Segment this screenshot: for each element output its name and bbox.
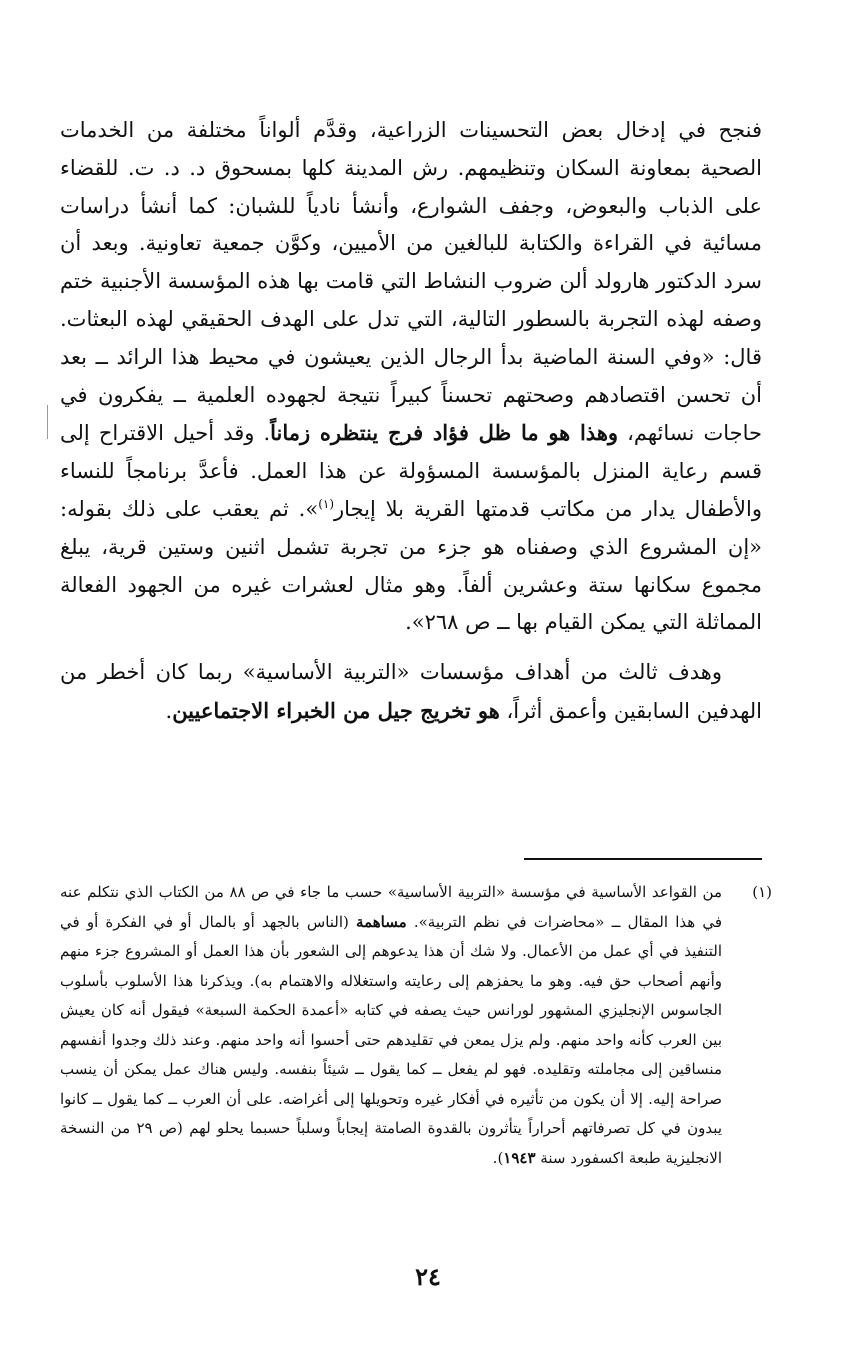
- page-number: ٢٤: [415, 1262, 441, 1291]
- margin-mark: [47, 405, 48, 439]
- emphasis-fouad-faraj: وهذا هو ما ظل فؤاد فرج ينتظره زماناً: [270, 420, 619, 446]
- paragraph-1-text: فنجح في إدخال بعض التحسينات الزراعية، وقدَّم ألواناً مختلفة من الخدمات الصحية بمعاونة السكان وتنظيمهم. رش المدينة كلها بمسحوق د. د. ت. للقضاء على الذباب والبعوض، وجفف الشوارع، وأنشأ نادياً للشبان: كما أنشأ دراسات مسائية في القراءة والكتابة للبالغين من الأميين، وكوَّن جمعية تعاونية. وبعد أن سرد الدكتور هارولد ألن ضروب النشاط التي قامت بها هذه المؤسسة الأجنبية ختم وصفه لهذه التجربة بالسطور التالية، التي تدل على الهدف الحقيقي لهذه البعثات. قال: «وفي السنة الماضية بدأ الرجال الذين يعيشون في محيط هذا الرائد ــ بعد أن تحسن اقتصادهم وصحتهم تحسناً كبيراً نتيجة لجهوده العلمية ــ يفكرون في حاجات نسائهم،: [60, 118, 762, 446]
- paragraph-2: [60, 654, 762, 731]
- main-text: [60, 112, 762, 731]
- footnote-divider: [524, 858, 762, 860]
- emphasis-social-experts: هو تخريج جيل من الخبراء الاجتماعيين: [172, 697, 500, 723]
- footnote-emphasis-participation: مساهمة: [356, 912, 407, 931]
- footnote-reference: (١): [318, 496, 335, 511]
- paragraph-1-text-end: ». ثم يعقب على ذلك بقوله: «إن المشروع الذي وصفناه هو جزء من تجربة تشمل اثنين وستين قرية، يبلغ مجموع سكانها ستة وعشرين ألفاً. وهو مثال لعشرات غيره من الجهود الفعالة المماثلة التي يمكن القيام بها ــ ص ٢٦٨».: [60, 496, 762, 635]
- footnote: [60, 878, 772, 1173]
- footnote-marker: (١): [752, 883, 772, 901]
- footnote-year: ١٩٤٣: [503, 1148, 536, 1167]
- paragraph-2-end: .: [165, 698, 173, 723]
- footnote-text-continued: (الناس بالجهد أو بالمال أو في الفكرة أو في التنفيذ في أي عمل من الأعمال. ولا شك أن هذا يدعوهم إلى الشعور بأن هذا العمل أو المشروع جزء منهم وأنهم أصحاب حق فيه. وهو ما يحفزهم إلى رعايته واستغلاله والاهتمام به). ويذكرنا هذا الأسلوب بأسلوب الجاسوس الإنجليزي المشهور لورانس حيث يصفه في كتابه «أعمدة الحكمة السبعة» فيقول أنه كان يعيش بين العرب كأنه واحد منهم. ولم يزل يمعن في تقليدهم حتى أحسوا أنه واحد منهم. وعند ذلك وجدوا أنفسهم منساقين إلى مجاملته وتقليده. فهو لم يفعل ــ كما يقول ــ شيئاً بنفسه. وليس هناك عمل يمكن أن ينسب صراحة إليه. إلا أن يكون من تأثيره في أفكار غيره وتحويلها إلى أغراضه. على أن العرب ــ كما يقول ــ كانوا يبدون في كل تصرفاتهم أحراراً يتأثرون بالقدوة الصامتة إيجاباً وسلباً حسبما يحلو لهم (ص ٢٩ من النسخة الانجليزية طبعة اكسفورد سنة: [60, 912, 722, 1167]
- footnote-text-end: ).: [492, 1148, 504, 1167]
- paragraph-2-text: وهدف ثالث من أهداف مؤسسات «التربية الأساسية» ربما كان أخطر من الهدفين السابقين وأعمق أثراً،: [60, 660, 762, 723]
- footnote-body: [60, 878, 722, 1173]
- paragraph-1-text-continued: . وقد أحيل الاقتراح إلى قسم رعاية المنزل بالمؤسسة المسؤولة عن هذا العمل. فأعدَّ برنامجاً للنساء والأطفال يدار من مكاتب قدمتها القرية بلا إيجار: [60, 421, 762, 521]
- footnote-text: من القواعد الأساسية في مؤسسة «التربية الأساسية» حسب ما جاء في ص ٨٨ من الكتاب الذي نتكلم عنه في هذا المقال ــ «محاضرات في نظم التربية».: [60, 883, 722, 931]
- paragraph-1: [60, 112, 762, 642]
